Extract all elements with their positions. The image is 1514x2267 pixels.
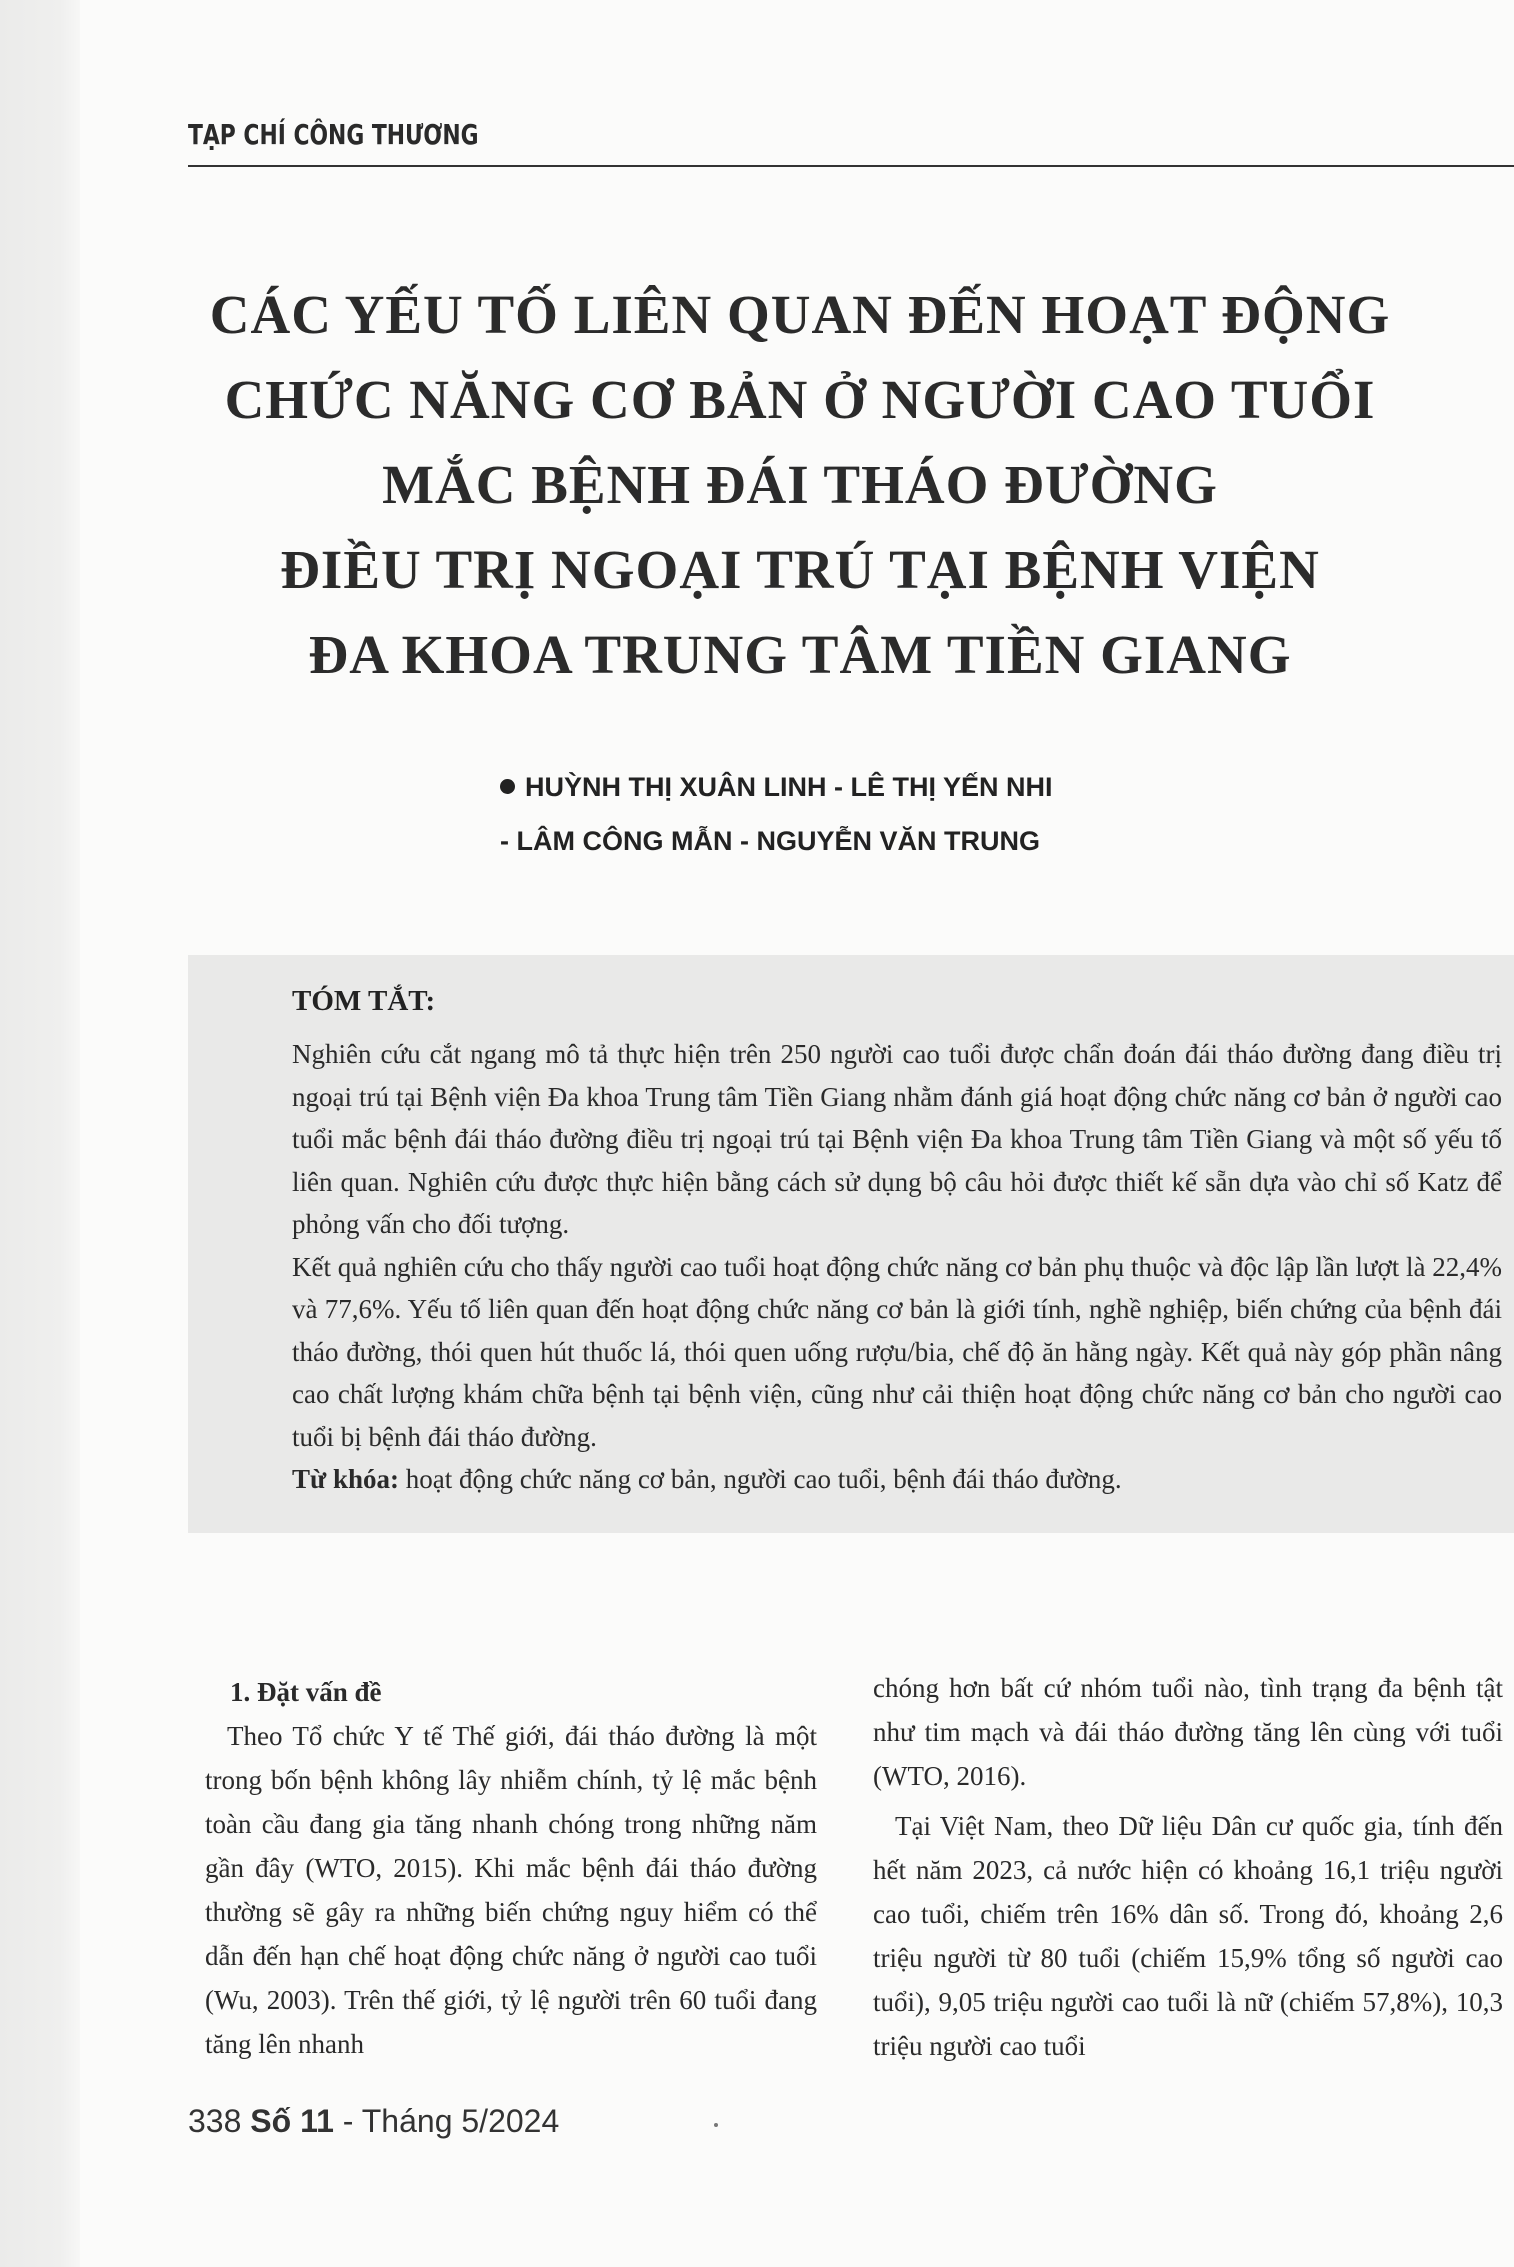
keywords-label: Từ khóa: xyxy=(292,1464,399,1494)
header-rule xyxy=(188,165,1514,167)
column-left xyxy=(205,1670,817,2066)
column-right xyxy=(873,1666,1503,2068)
authors-line-2: - LÂM CÔNG MẪN - NGUYỄN VĂN TRUNG xyxy=(500,826,1040,856)
page-spine-shadow xyxy=(0,0,80,2267)
title-line: ĐIỀU TRỊ NGOẠI TRÚ TẠI BỆNH VIỆN xyxy=(280,539,1320,600)
bullet-icon xyxy=(500,779,515,794)
body-paragraph: Tại Việt Nam, theo Dữ liệu Dân cư quốc gia, tính đến hết năm 2023, cả nước hiện có khoảng 16,1 triệu người cao tuổi, chiếm trên 16% dân số. Trong đó, khoảng 2,6 triệu người từ 80 tuổi (chiếm 15,9% tổng số người cao tuổi), 9,05 triệu người cao tuổi là nữ (chiếm 57,8%), 10,3 triệu người cao tuổi xyxy=(873,1811,1503,2061)
abstract-heading: TÓM TẮT: xyxy=(292,985,436,1017)
body-paragraph: chóng hơn bất cứ nhóm tuổi nào, tình trạng đa bệnh tật như tim mạch và đái tháo đường tăng lên cùng với tuổi (WTO, 2016). xyxy=(873,1673,1503,1791)
title-line: MẮC BỆNH ĐÁI THÁO ĐƯỜNG xyxy=(382,454,1218,515)
keywords-text: hoạt động chức năng cơ bản, người cao tuổi, bệnh đái tháo đường. xyxy=(399,1464,1122,1494)
section-heading: 1. Đặt vấn đề xyxy=(230,1677,382,1707)
title-line: ĐA KHOA TRUNG TÂM TIỀN GIANG xyxy=(308,624,1292,685)
body-paragraph: Theo Tổ chức Y tế Thế giới, đái tháo đường là một trong bốn bệnh không lây nhiễm chính, tỷ lệ mắc bệnh toàn cầu đang gia tăng nhanh chóng trong những năm gần đây (WTO, 2015). Khi mắc bệnh đái tháo đường thường sẽ gây ra những biến chứng nguy hiểm có thể dẫn đến hạn chế hoạt động chức năng ở người cao tuổi (Wu, 2003). Trên thế giới, tỷ lệ người trên 60 tuổi đang tăng lên nhanh xyxy=(205,1721,817,2059)
abstract-paragraph: Kết quả nghiên cứu cho thấy người cao tuổi hoạt động chức năng cơ bản phụ thuộc và độc lập lần lượt là 22,4% và 77,6%. Yếu tố liên quan đến hoạt động chức năng cơ bản là giới tính, nghề nghiệp, biến chứng của bệnh đái tháo đường, thói quen hút thuốc lá, thói quen uống rượu/bia, chế độ ăn hằng ngày. Kết quả này góp phần nâng cao chất lượng khám chữa bệnh tại bệnh viện, cũng như cải thiện hoạt động chức năng cơ bản cho người cao tuổi bị bệnh đái tháo đường. xyxy=(292,1251,1502,1452)
journal-header: TẠP CHÍ CÔNG THƯƠNG xyxy=(188,118,479,151)
abstract-paragraph: Nghiên cứu cắt ngang mô tả thực hiện trên 250 người cao tuổi được chẩn đoán đái tháo đường đang điều trị ngoại trú tại Bệnh viện Đa khoa Trung tâm Tiền Giang nhằm đánh giá hoạt động chức năng cơ bản ở người cao tuổi mắc bệnh đái tháo đường điều trị ngoại trú tại Bệnh viện Đa khoa Trung tâm Tiền Giang và một số yếu tố liên quan. Nghiên cứu được thực hiện bằng cách sử dụng bộ câu hỏi được thiết kế sẵn dựa vào chỉ số Katz để phỏng vấn cho đối tượng. xyxy=(292,1039,1502,1239)
page-footer xyxy=(188,2103,559,2140)
title-line: CHỨC NĂNG CƠ BẢN Ở NGƯỜI CAO TUỔI xyxy=(224,369,1376,430)
abstract-body xyxy=(292,1033,1502,1501)
article-title xyxy=(150,272,1450,697)
issue-number: Số 11 xyxy=(250,2103,334,2139)
issue-date: - Tháng 5/2024 xyxy=(342,2103,560,2139)
author-list xyxy=(500,760,1280,868)
page-number: 338 xyxy=(188,2103,242,2139)
keywords-line xyxy=(292,1458,1502,1501)
title-line: CÁC YẾU TỐ LIÊN QUAN ĐẾN HOẠT ĐỘNG xyxy=(209,284,1391,345)
scan-dot xyxy=(714,2123,718,2127)
authors-line-1: HUỲNH THỊ XUÂN LINH - LÊ THỊ YẾN NHI xyxy=(525,772,1053,802)
